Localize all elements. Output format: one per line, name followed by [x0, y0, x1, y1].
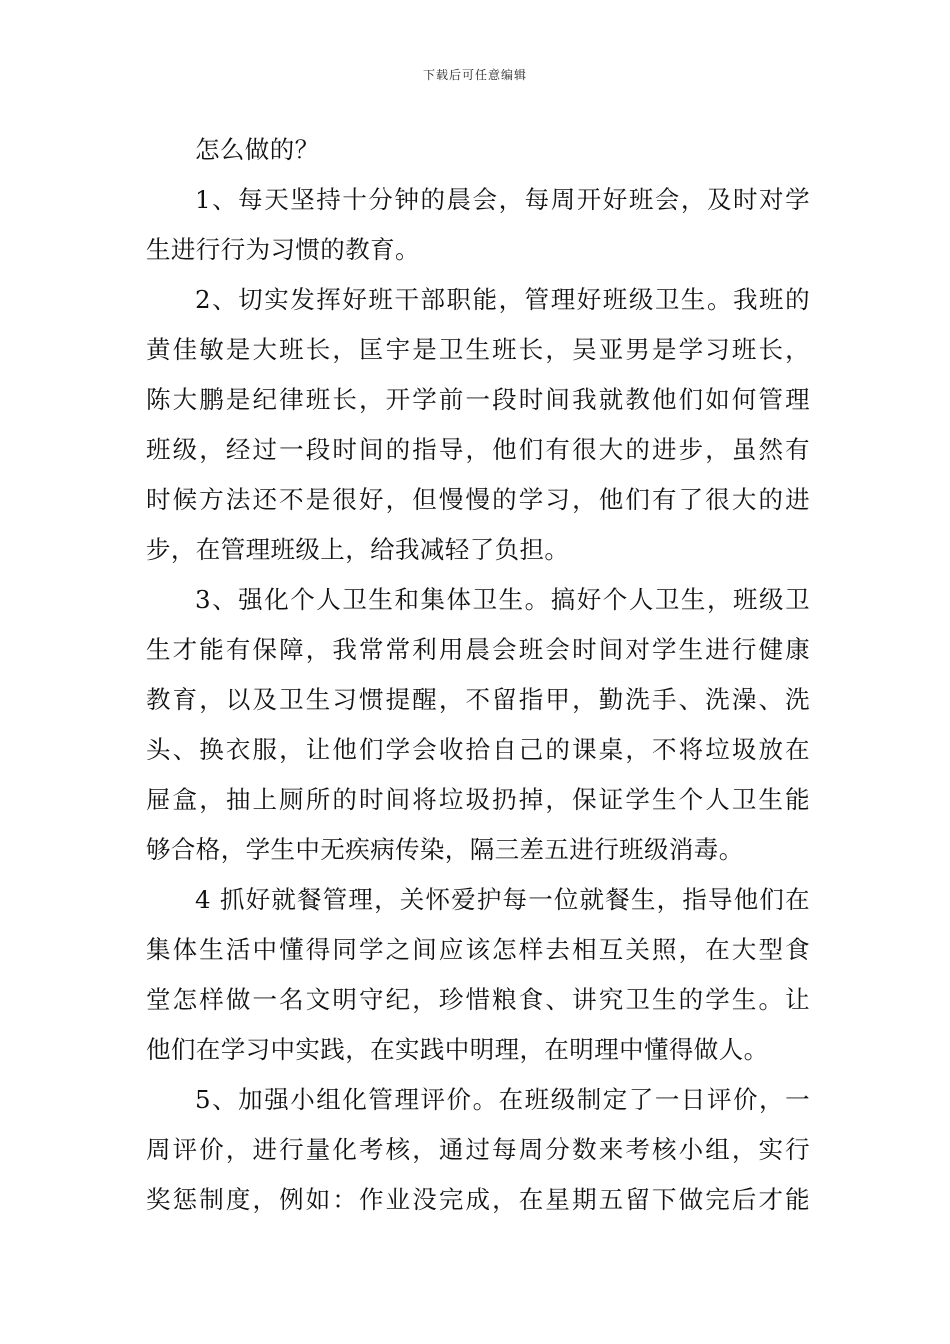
- text-line: 1、每天坚持十分钟的晨会，每周开好班会，及时对学: [195, 185, 810, 214]
- text-line: 陈大鹏是纪律班长，开学前一段时间我就教他们如何管理: [146, 385, 810, 414]
- page-header: 下载后可任意编辑: [422, 68, 527, 82]
- text-line: 3、强化个人卫生和集体卫生。搞好个人卫生，班级卫: [195, 585, 810, 614]
- text-line: 堂怎样做一名文明守纪，珍惜粮食、讲究卫生的学生。让: [146, 985, 810, 1014]
- text-line: 够合格，学生中无疾病传染，隔三差五进行班级消毒。: [146, 835, 744, 864]
- text-line: 周评价，进行量化考核，通过每周分数来考核小组，实行: [146, 1135, 810, 1164]
- text-line: 生进行行为习惯的教育。: [146, 235, 420, 264]
- text-line: 教育，以及卫生习惯提醒，不留指甲，勤洗手、洗澡、洗: [146, 685, 810, 714]
- text-line: 怎么做的？: [195, 135, 320, 164]
- text-line: 屉盒，抽上厕所的时间将垃圾扔掉，保证学生个人卫生能: [146, 785, 810, 814]
- text-line: 他们在学习中实践，在实践中明理，在明理中懂得做人。: [146, 1035, 769, 1064]
- text-line: 步，在管理班级上，给我减轻了负担。: [146, 535, 570, 564]
- body-text: [146, 125, 810, 1225]
- text-line: 生才能有保障，我常常利用晨会班会时间对学生进行健康: [146, 635, 810, 664]
- text-line: 奖惩制度，例如：作业没完成，在星期五留下做完后才能: [146, 1185, 810, 1214]
- text-line: 5、加强小组化管理评价。在班级制定了一日评价，一: [195, 1085, 810, 1114]
- text-line: 2、切实发挥好班干部职能，管理好班级卫生。我班的: [195, 285, 810, 314]
- text-line: 班级，经过一段时间的指导，他们有很大的进步，虽然有: [146, 435, 810, 464]
- text-line: 头、换衣服，让他们学会收拾自己的课桌，不将垃圾放在: [146, 735, 810, 764]
- text-line: 4 抓好就餐管理，关怀爱护每一位就餐生，指导他们在: [195, 885, 810, 914]
- text-line: 黄佳敏是大班长，匡宇是卫生班长，吴亚男是学习班长，: [146, 335, 810, 364]
- text-line: 时候方法还不是很好，但慢慢的学习，他们有了很大的进: [146, 485, 810, 514]
- text-line: 集体生活中懂得同学之间应该怎样去相互关照，在大型食: [146, 935, 810, 964]
